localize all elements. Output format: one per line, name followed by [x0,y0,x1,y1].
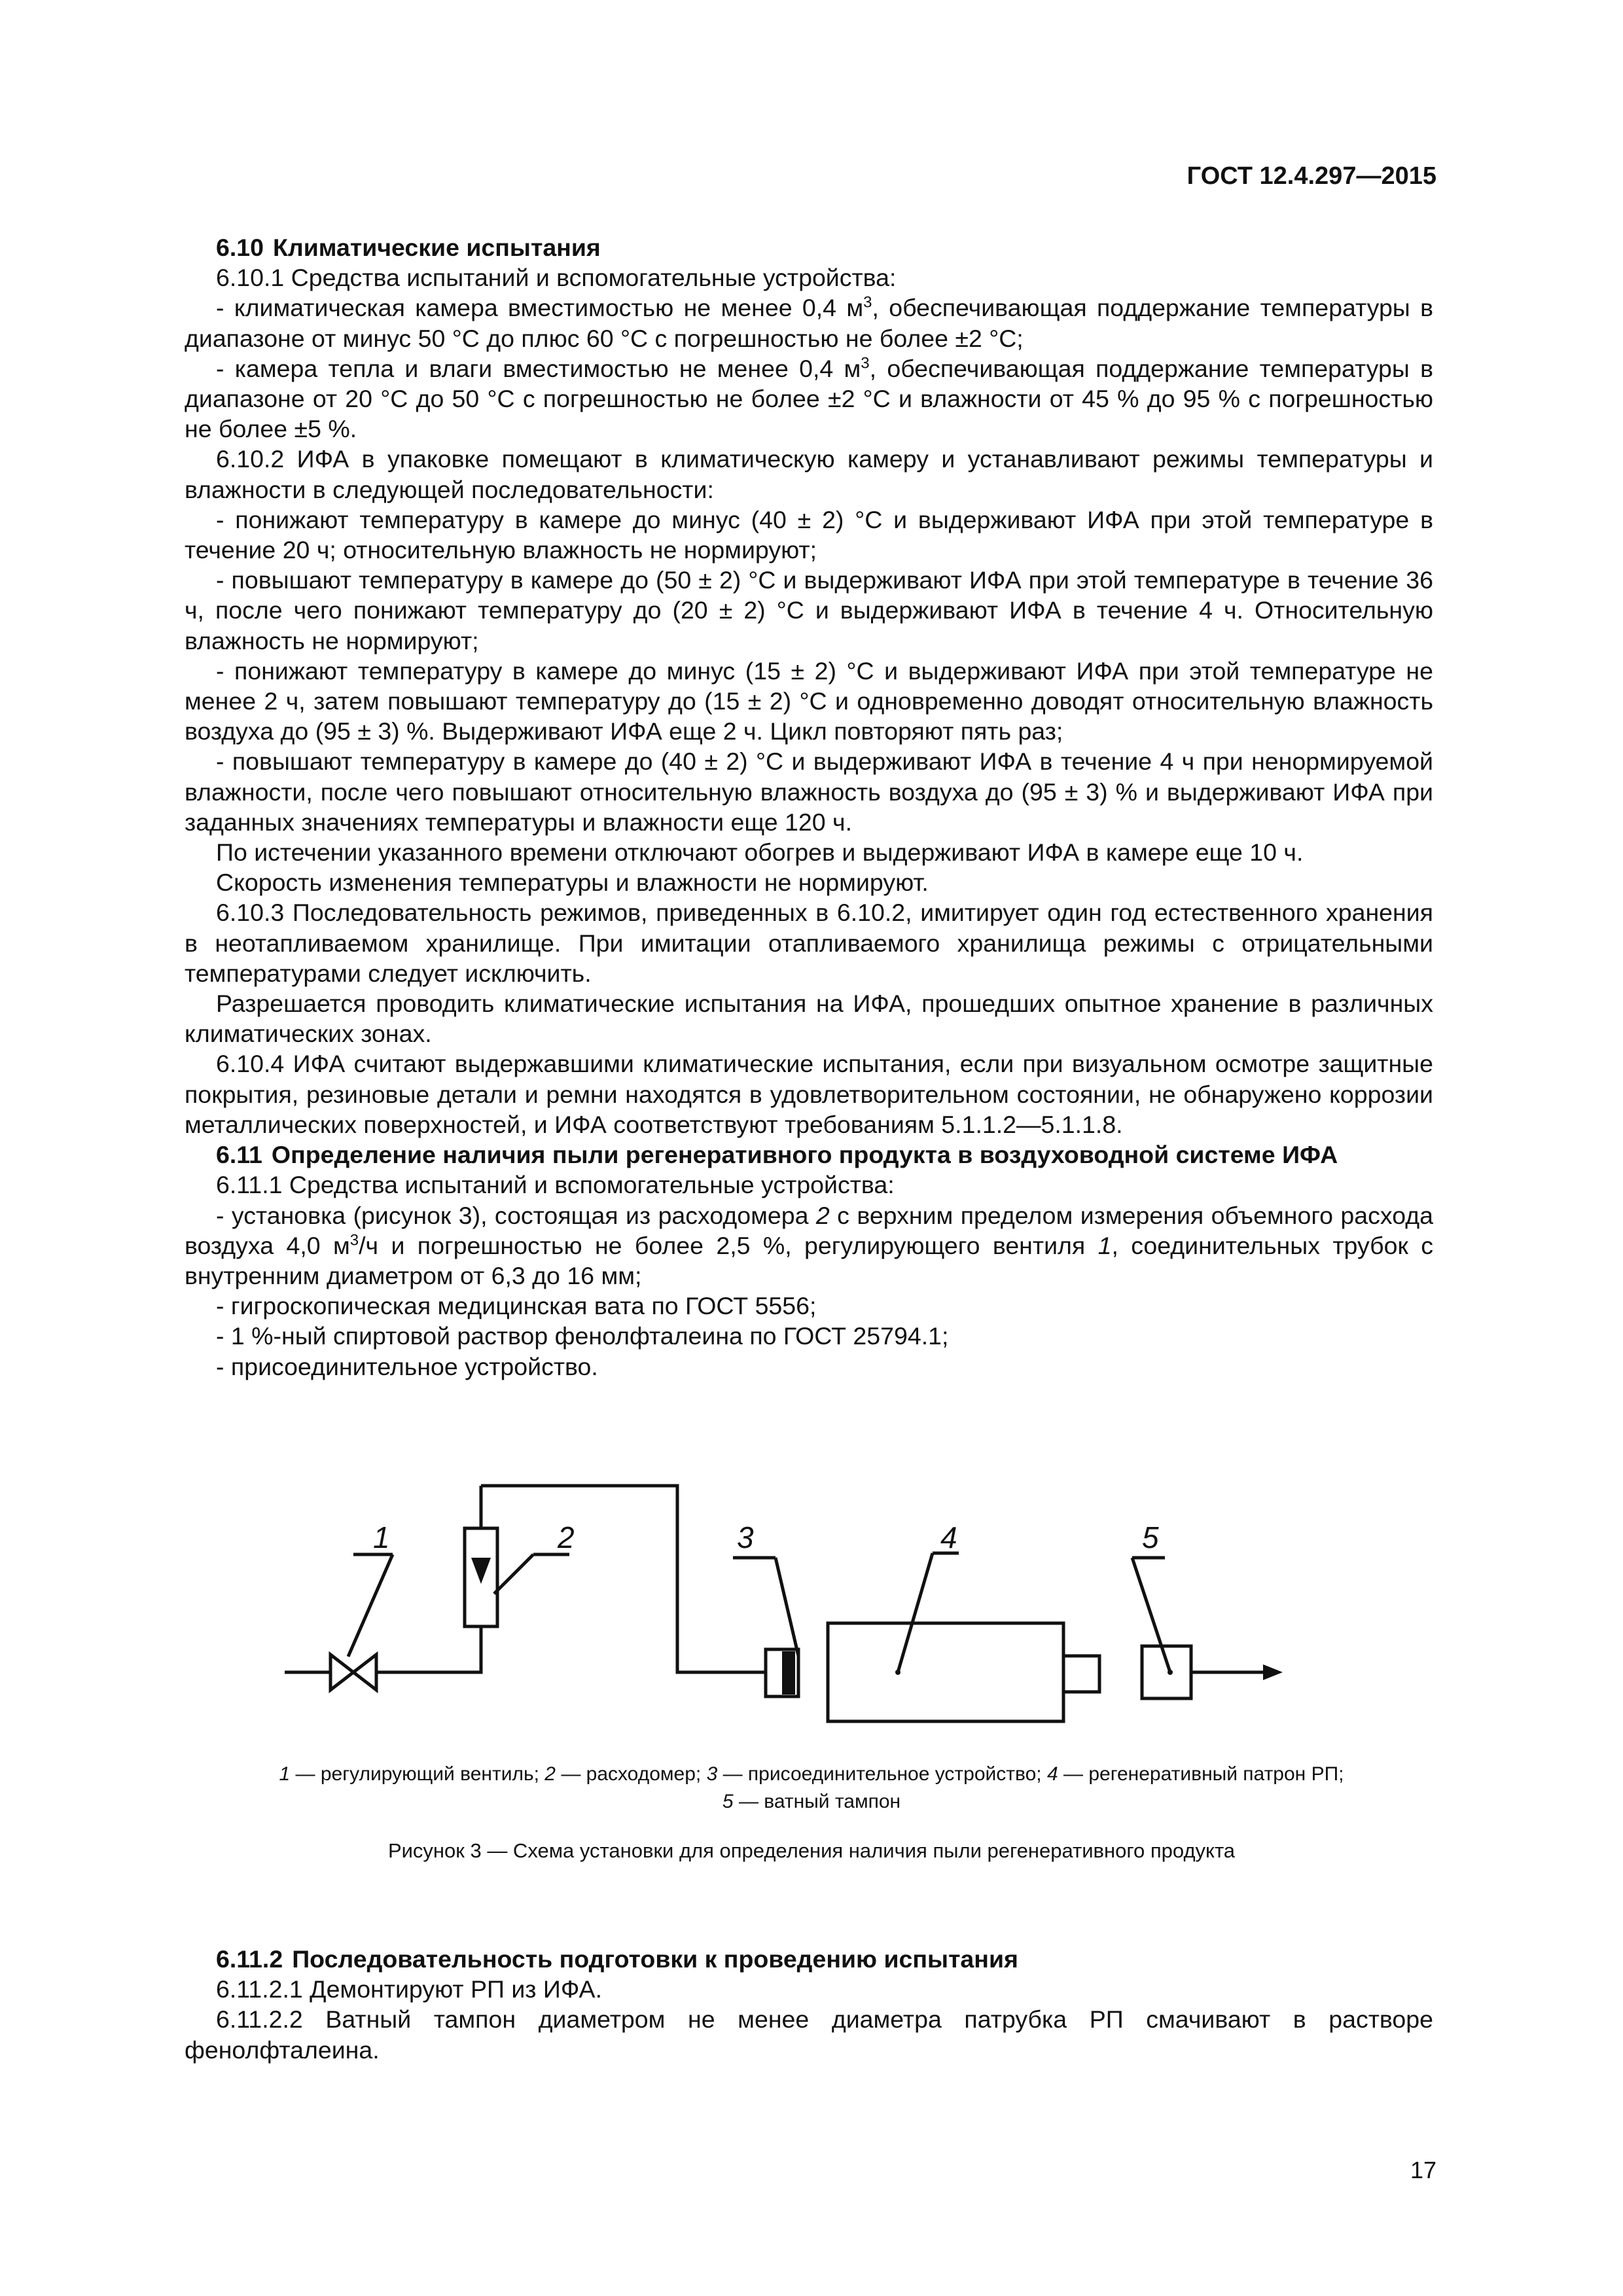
paragraph: 6.10.3 Последовательность режимов, приведенных в 6.10.2, имитирует один год естественного хранения в неотапливаемом хранилище. При имитации отапливаемого хранилища режимы с отрицательными температурами следует исключить. [185,899,1433,987]
document-code: ГОСТ 12.4.297—2015 [1186,162,1436,190]
paragraph: 6.10.4 ИФА считают выдержавшими климатические испытания, если при визуальном осмотре защитные покрытия, резиновые детали и ремни находятся в удовлетворительном состоянии, не обнаружено коррозии металлических поверхностей, и ИФА соответствуют требованиям 5.1.1.2—5.1.1.8. [185,1050,1433,1138]
label-5: 5 [1142,1520,1159,1554]
label-2: 2 [558,1520,575,1554]
figure-caption: Рисунок 3 — Схема установки для определения наличия пыли регенеративного продукта [387,1839,1236,1862]
list-item: - присоединительное устройство. [216,1352,598,1380]
legend-line-1: 1 — регулирующий вентиль; 2 — расходомер; 3 — присоединительное устройство; 4 — регенеративный патрон РП; [279,1763,1344,1785]
lower-text [185,1944,1433,2065]
pipe-to-flowmeter [376,1626,481,1672]
section-heading-6-11-2: 6.11.2 Последовательность подготовки к проведению испытания [216,1945,1018,1973]
legend-line-2: 5 — ватный тампон [722,1791,901,1812]
paragraph: - повышают температуру в камере до (50 ± 2) °С и выдерживают ИФА при этой температуре в течение 36 ч, после чего понижают температуру до (20 ± 2) °С и выдерживают ИФА в течение 4 ч. Относительную влажность не нормируют; [185,566,1433,655]
paragraph: - повышают температуру в камере до (40 ± 2) °С и выдерживают ИФА в течение 4 ч при ненормируемой влажности, после чего повышают относительную влажность воздуха до (95 ± 3) % и выдерживают ИФА при заданных значениях температуры и влажности еще 120 ч. [185,747,1433,836]
list-item: - 1 %-ный спиртовой раствор фенолфталеина по ГОСТ 25794.1; [216,1322,949,1350]
arrow-icon [1263,1664,1283,1680]
label-1: 1 [373,1520,390,1554]
valve-symbol [330,1655,353,1690]
section-heading-6-10: 6.10 Климатические испытания [216,234,601,261]
paragraph: - понижают температуру в камере до минус (15 ± 2) °С и выдерживают ИФА при этой температуре не менее 2 ч, затем повышают температуру до (15 ± 2) °С и одновременно доводят относительную влажность воздуха до (95 ± 3) %. Выдерживают ИФА еще 2 ч. Цикл повторяют пять раз; [185,656,1433,745]
pipe-to-connector [481,1486,766,1672]
paragraph: Разрешается проводить климатические испытания на ИФА, прошедших опытное хранение в различных климатических зонах. [185,990,1433,1048]
paragraph: 6.10.1 Средства испытаний и вспомогательные устройства: [216,264,897,292]
paragraph: 6.11.2.2 Ватный тампон диаметром не менее диаметра патрубка РП смачивают в растворе фенолфталеина. [185,2005,1433,2064]
cartridge-symbol [828,1623,1063,1721]
label-4: 4 [940,1520,957,1554]
label-3: 3 [737,1520,754,1554]
main-text [185,232,1433,1382]
apparatus-diagram [275,1476,1309,1738]
paragraph: - установка (рисунок 3), состоящая из расходомера 2 с верхним пределом измерения объемного расхода воздуха 4,0 $м^3/ч$ и погрешностью не более 2,5 %, регулирующего вентиля 1, соединительных трубок с внутренним диаметром от 6,3 до 16 мм; [185,1201,1433,1289]
figure-legend [0,1761,1623,1816]
section-heading-6-11: 6.11 Определение наличия пыли регенеративного продукта в воздуховодной системе ИФА [216,1141,1338,1169]
paragraph: 6.10.2 ИФА в упаковке помещают в климатическую камеру и устанавливают режимы температуры и влажности в следующей последовательности: [185,445,1433,503]
paragraph: - климатическая камера вместимостью не менее 0,4 $м^3$, обеспечивающая поддержание температуры в диапазоне от минус 50 °С до плюс 60 °С с погрешностью не более ±2 °С; [185,293,1433,352]
paragraph: - понижают температуру в камере до минус (40 ± 2) °С и выдерживают ИФА при этой температуре в течение 20 ч; относительную влажность не нормируют; [185,505,1433,564]
cotton-swab-symbol [1142,1646,1191,1698]
page-number: 17 [1410,2157,1436,2183]
paragraph: По истечении указанного времени отключают обогрев и выдерживают ИФА в камере еще 10 ч. [216,838,1304,867]
paragraph: 6.11.2.1 Демонтируют РП из ИФА. [216,1975,602,2003]
paragraph: Скорость изменения температуры и влажности не нормируют. [216,869,929,897]
cartridge-outlet [1063,1656,1099,1692]
paragraph: 6.11.1 Средства испытаний и вспомогательные устройства: [216,1171,895,1199]
paragraph: - камера тепла и влаги вместимостью не менее 0,4 $м^3$, обеспечивающая поддержание температуры в диапазоне от 20 °С до 50 °С с погрешностью не более ±2 °С и влажности от 45 % до 95 % с погрешностью не более ±5 %. [185,354,1433,443]
list-item: - гигроскопическая медицинская вата по ГОСТ 5556; [216,1292,817,1320]
